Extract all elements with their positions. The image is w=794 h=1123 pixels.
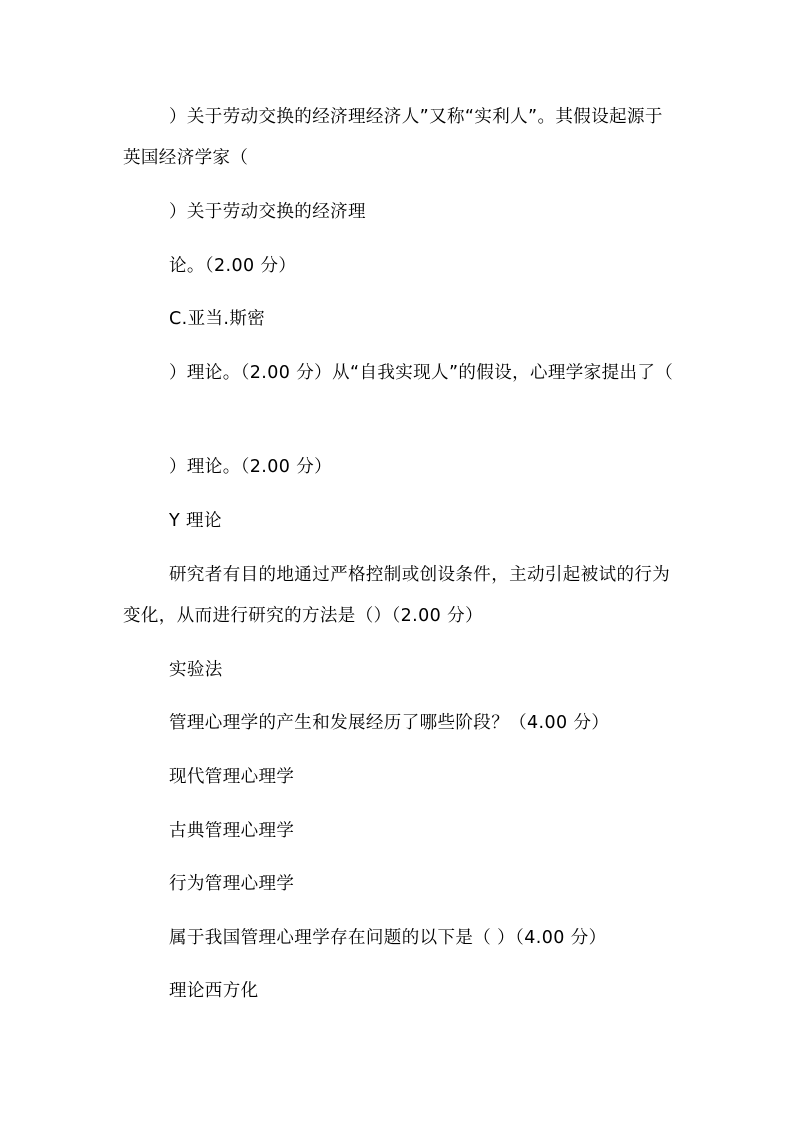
answer-classical: 古典管理心理学 <box>169 821 295 841</box>
question-problems: 属于我国管理心理学存在问题的以下是（ ）（4.00 分） <box>169 928 607 948</box>
answer-experiment: 实验法 <box>169 660 223 680</box>
question-stages: 管理心理学的产生和发展经历了哪些阶段？（4.00 分） <box>169 713 610 733</box>
answer-behavioral: 行为管理心理学 <box>169 874 295 894</box>
paragraph-economic-man: ）关于劳动交换的经济理经济人”又称“实利人”。其假设起源于英国经济学家（ <box>123 107 663 168</box>
answer-modern: 现代管理心理学 <box>169 767 295 787</box>
paragraph-self-actualization: ）理论。（2.00 分）从“自我实现人”的假设，心理学家提出了（ <box>169 363 674 383</box>
answer-westernization: 理论西方化 <box>169 981 259 1001</box>
answer-adam-smith: C.亚当.斯密 <box>169 309 266 329</box>
paragraph-score-1: 论。（2.00 分） <box>169 256 297 276</box>
paragraph-labor-exchange: ）关于劳动交换的经济理 <box>169 202 366 222</box>
paragraph-score-2: ）理论。（2.00 分） <box>169 457 333 477</box>
question-research-method: 研究者有目的地通过严格控制或创设条件，主动引起被试的行为变化，从而进行研究的方法是（）（2.00 分） <box>123 565 671 626</box>
answer-theory-y: Y 理论 <box>169 511 222 531</box>
